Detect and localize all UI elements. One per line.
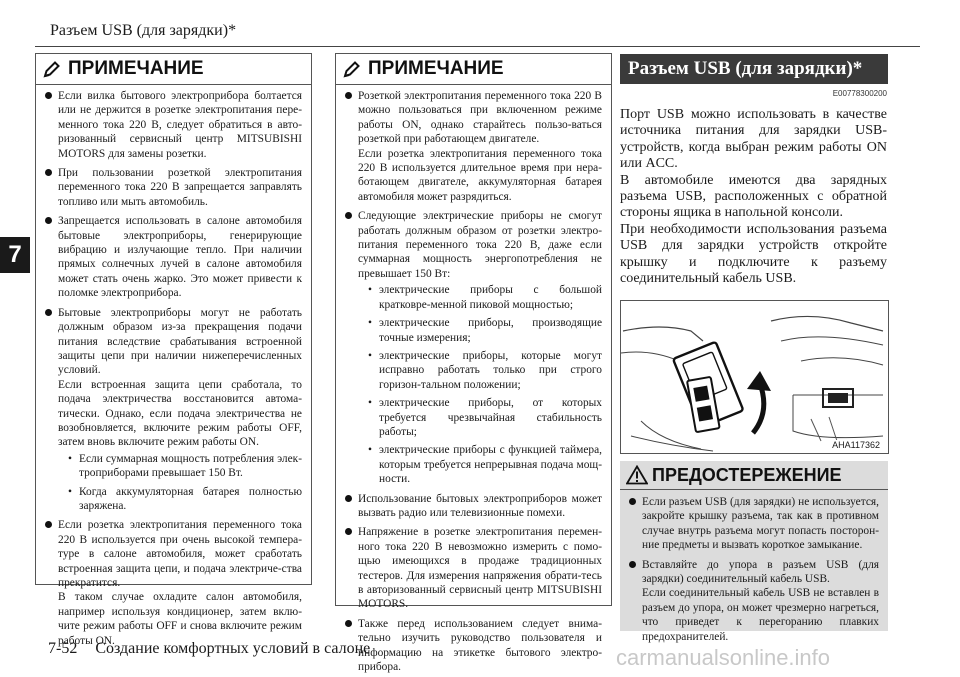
- header-rule: [35, 46, 920, 47]
- intro-text: [620, 107, 887, 287]
- list-item-continuation: Если соединительный кабель USB не вставлен в разъем до упора, он может чрезмерно нагреться, что приведет к перегоранию плавких предохранителей.: [642, 587, 879, 643]
- warning-title: ПРЕДОСТЕРЕЖЕНИЕ: [652, 464, 842, 485]
- paragraph: Порт USB можно использовать в качестве источника питания для зарядки USB-устройств, когда выбран режим работы ON или ACC.: [620, 107, 887, 172]
- watermark: carmanualsonline.info: [616, 645, 831, 670]
- console-usb-drawing: [621, 301, 888, 453]
- running-header: Разъем USB (для зарядки)*: [50, 22, 237, 39]
- section-title: Разъем USB (для зарядки)*: [620, 54, 888, 84]
- list-item: Бытовые электроприборы могут не работать должным образом из-за прекращения подачи питания вследствие срабатывания встроенной защиты цепи при наличии нижеперечисленных условий. Если встроенная защита цепи сработала, то подача электричества восстановится автома-тически. Однако, если подача электричества не возобновляется, включите режим работы OFF, затем вновь включите режим работы ON. • Если суммарная мощность потребления элек-троприборами превышает 150 Вт. • Когда аккумуляторная батарея полностью заряжена.: [45, 306, 302, 514]
- list-item: Если разъем USB (для зарядки) не используется, закройте крышку разъема, так как в противном случае внутрь разъема могут попасть посторон-ние предметы и вызвать короткое замыкание.: [629, 495, 879, 553]
- list-item: Запрещается использовать в салоне автомобиля бытовые электроприборы, генерирующие вибрацию и излучающие тепло. При наличии прямых солнечных лучей в салоне автомобиля может стать очень жарко. Это может привести к поломке электроприбора.: [45, 214, 302, 300]
- paragraph: При необходимости использования разъема USB для зарядки устройств откройте крышку и подключите к разъему соединительный кабель USB.: [620, 221, 887, 287]
- note-box-1: [35, 53, 312, 647]
- usb-port-illustration: [620, 300, 889, 454]
- note-title-1: ПРИМЕЧАНИЕ: [68, 58, 204, 79]
- sub-item: • Если суммарная мощность потребления элек-троприборами превышает 150 Вт.: [68, 452, 302, 480]
- list-item-continuation: Если встроенная защита цепи сработала, то подача электричества восстановится автома-тически. Однако, если подача электричества не возобновляется, включите режим работы OFF, затем вновь включите режим работы ON.: [58, 378, 302, 449]
- chapter-tab: 7: [0, 237, 30, 273]
- sub-item: • Когда аккумуляторная батарея полностью заряжена.: [68, 485, 302, 512]
- list-item: Напряжение в розетке электропитания перемен-ного тока 220 В невозможно измерить с помо-щью имеющихся в продаже традиционных тестеров. Для измерения напряжения обрати-тесь в авторизованный сервисный центр MITSUBISHI MOTORS.: [345, 525, 602, 611]
- sub-item: • электрические приборы, которые могут исправно работать только при строго горизон-тальном положении;: [368, 349, 602, 391]
- warning-box: [620, 461, 888, 643]
- warning-triangle-icon: [626, 465, 648, 485]
- list-item: Розеткой электропитания переменного тока 220 В можно пользоваться при включенном режиме работы ON, однако старайтесь пользо-ваться розеткой при работающем двигателе. Если розетка электропитания переменного тока 220 В используется длительное время при нера-ботающем двигателе, аккумуляторная батарея автомобиля может разрядиться.: [345, 89, 602, 204]
- warning-header: [620, 461, 888, 490]
- list-item: Следующие электрические приборы не смогут работать должным образом от розетки электро-питания переменного тока 220 В, даже если суммарная мощность энергопотребления не превышает 150 Вт: • электрические приборы с большой кратковре-менной пиковой мощностью; • электрические приборы, производящие точные измерения; • электрические приборы, которые могут исправно работать только при строго горизон-тальном положении; • электрические приборы, от которых требуется чрезвычайная стабильность работы; • электрические приборы с функцией таймера, которым требуется непрерывная подача мощ-ности.: [345, 209, 602, 486]
- list-item: Вставляйте до упора в разъем USB (для зарядки) соединительный кабель USB. Если соединительный кабель USB не вставлен в разъем до упора, он может чрезмерно нагреться, что приведет к перегоранию плавких предохранителей.: [629, 558, 879, 644]
- note-header-2: [336, 54, 611, 85]
- footer-section: Создание комфортных условий в салоне: [95, 640, 371, 657]
- sub-item: • электрические приборы, от которых требуется чрезвычайная стабильность работы;: [368, 397, 602, 438]
- page-footer: [48, 640, 370, 658]
- list-item-continuation: В таком случае охладите салон автомобиля, например используя кондиционер, затем вклю-чите режим работы OFF и снова включите режим работы ON.: [58, 591, 302, 647]
- list-item: При пользовании розеткой электропитания переменного тока 220 В запрещается заправлять топливо или мыть автомобиль.: [45, 166, 302, 209]
- paragraph: В автомобиле имеются два зарядных разъема USB, расположенных с обратной стороны ящика в напольной консоли.: [620, 172, 887, 221]
- page-number: 7-52: [48, 640, 78, 657]
- list-item: Также перед использованием следует внима-тельно изучить руководство пользователя и информацию на этикетке бытового электро-прибора.: [345, 617, 602, 675]
- section-code: E00778300200: [832, 89, 887, 98]
- sub-item: • электрические приборы с большой кратковре-менной пиковой мощностью;: [368, 284, 602, 311]
- note-title-2: ПРИМЕЧАНИЕ: [368, 58, 504, 79]
- note-pencil-icon: [342, 59, 362, 79]
- list-item: Если вилка бытового электроприбора болтается или не держится в розетке электропитания пере-менного тока 220 В, следует обратиться в авто-ризованный сервисный центр MITSUBISHI MOTORS для замены розетки.: [45, 89, 302, 161]
- list-item: Если розетка электропитания переменного тока 220 В используется при очень высокой темпера-туре в салоне автомобиля, может сработать встроенная защита цепи, и подача электриче-ства прекратится. В таком случае охладите салон автомобиля, например используя кондиционер, затем вклю-чите режим работы OFF и снова включите режим работы ON.: [45, 518, 302, 648]
- figure-label: AHA117362: [832, 440, 880, 450]
- note-box-2: [335, 53, 612, 674]
- sub-item: • электрические приборы, производящие точные измерения;: [368, 317, 602, 344]
- list-item-continuation: Если розетка электропитания переменного тока 220 В используется длительное время при нера-ботающем двигателе, аккумуляторная батарея автомобиля может разрядиться.: [358, 147, 602, 203]
- note-pencil-icon: [42, 59, 62, 79]
- sub-item: • электрические приборы с функцией таймера, которым требуется непрерывная подача мощ-ности.: [368, 444, 602, 486]
- note-header-1: [36, 54, 311, 85]
- list-item: Использование бытовых электроприборов может вызвать радио или телевизионные помехи.: [345, 492, 602, 521]
